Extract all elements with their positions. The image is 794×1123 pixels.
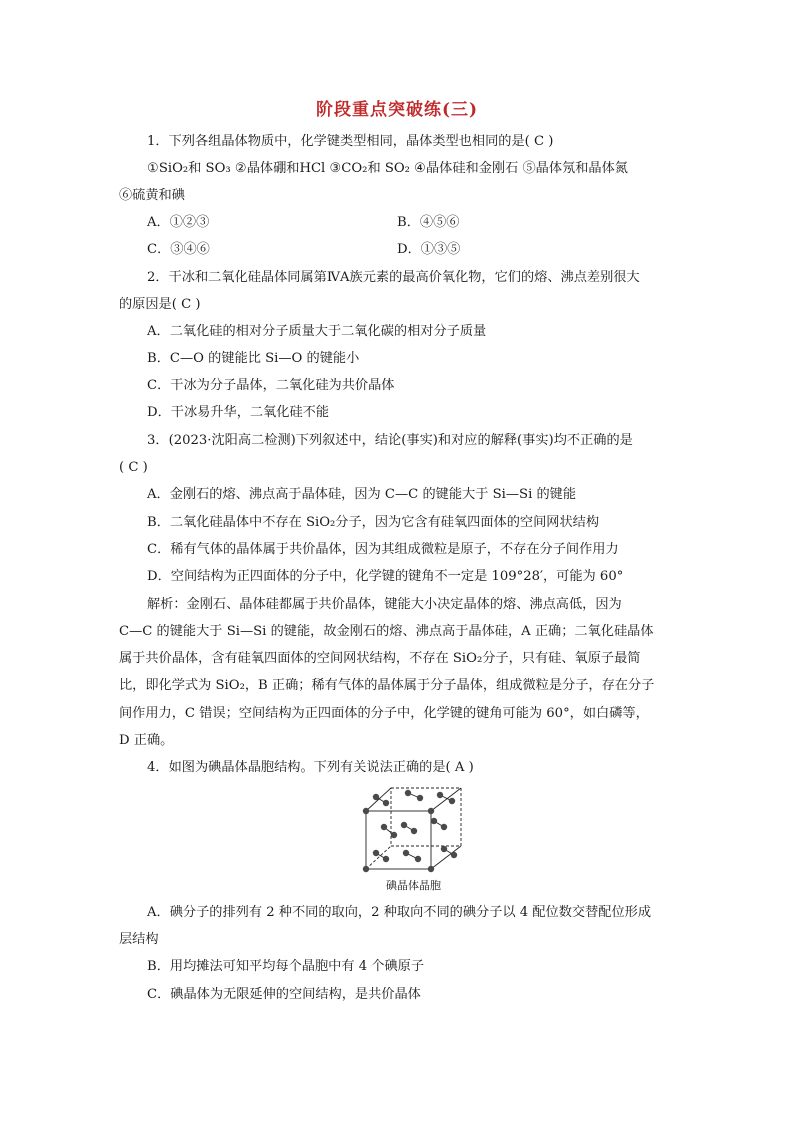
q4-option-a-line1: A．碘分子的排列有 2 种不同的取向，2 种取向不同的碘分子以 4 配位数交替配位形成: [147, 905, 652, 920]
page-title: 阶段重点突破练(三): [315, 100, 479, 120]
q4-option-a-line2: 层结构: [119, 932, 159, 947]
q4-option-c: C．碘晶体为无限延伸的空间结构，是共价晶体: [147, 987, 421, 1002]
q2-option-d: D．干冰易升华，二氧化硅不能: [147, 405, 330, 420]
q3-stem-line2: ( C ): [119, 460, 148, 475]
q3-stem-line1: 3．(2023·沈阳高二检测)下列叙述中，结论(事实)和对应的解释(事实)均不正确的是: [147, 433, 633, 448]
q2-option-b: B．C—O 的键能比 Si—O 的键能小: [147, 351, 360, 366]
q3-option-d: D．空间结构为正四面体的分子中，化学键的键角不一定是 109°28′，可能为 60°: [147, 569, 624, 584]
q2-stem-line1: 2．干冰和二氧化硅晶体同属第ⅣA族元素的最高价氧化物，它们的熔、沸点差别很大: [147, 270, 640, 285]
q2-option-a: A．二氧化硅的相对分子质量大于二氧化碳的相对分子质量: [147, 324, 487, 339]
iodine-unit-cell-figure: [356, 783, 471, 873]
figure-caption: 碘晶体晶胞: [386, 879, 441, 892]
q1-items-line1: ①SiO₂和 SO₃ ②晶体硼和HCl ③CO₂和 SO₂ ④晶体硅和金刚石 ⑤晶体氖和晶体氮: [147, 161, 628, 176]
q2-option-c: C．干冰为分子晶体，二氧化硅为共价晶体: [147, 378, 395, 393]
q3-analysis-line5: 间作用力，C 错误；空间结构为正四面体的分子中，化学键的键角可能为 60°，如白磷等，: [119, 706, 649, 721]
q3-option-b: B．二氧化硅晶体中不存在 SiO₂分子，因为它含有硅氧四面体的空间网状结构: [147, 515, 600, 530]
q1-option-b: B．④⑤⑥: [397, 215, 460, 230]
q1-option-a: A．①②③: [147, 215, 210, 230]
q1-option-d: D．①③⑤: [397, 242, 461, 257]
q4-option-b: B．用均摊法可知平均每个晶胞中有 4 个碘原子: [147, 959, 425, 974]
q1-stem: 1．下列各组晶体物质中，化学键类型相同，晶体类型也相同的是( C ): [147, 134, 554, 149]
q3-option-a: A．金刚石的熔、沸点高于晶体硅，因为 C—C 的键能大于 Si—Si 的键能: [147, 487, 577, 502]
q2-stem-line2: 的原因是( C ): [119, 297, 201, 312]
q1-option-c: C．③④⑥: [147, 242, 210, 257]
q3-analysis-line1: 解析：金刚石、晶体硅都属于共价晶体，键能大小决定晶体的熔、沸点高低，因为: [147, 597, 622, 612]
q3-analysis-line4: 比，即化学式为 SiO₂，B 正确；稀有气体的晶体属于分子晶体，组成微粒是分子，存在分子: [119, 678, 655, 693]
q1-items-line2: ⑥硫黄和碘: [119, 188, 185, 203]
q4-stem: 4．如图为碘晶体晶胞结构。下列有关说法正确的是( A ): [147, 760, 474, 775]
q3-option-c: C．稀有气体的晶体属于共价晶体，因为其组成微粒是原子，不存在分子间作用力: [147, 542, 619, 557]
q3-analysis-line2: C—C 的键能大于 Si—Si 的键能，故金刚石的熔、沸点高于晶体硅，A 正确；二氧化硅晶体: [119, 624, 654, 639]
q3-analysis-line6: D 正确。: [119, 733, 174, 748]
q3-analysis-line3: 属于共价晶体，含有硅氧四面体的空间网状结构，不存在 SiO₂分子，只有硅、氧原子最简: [119, 651, 641, 666]
